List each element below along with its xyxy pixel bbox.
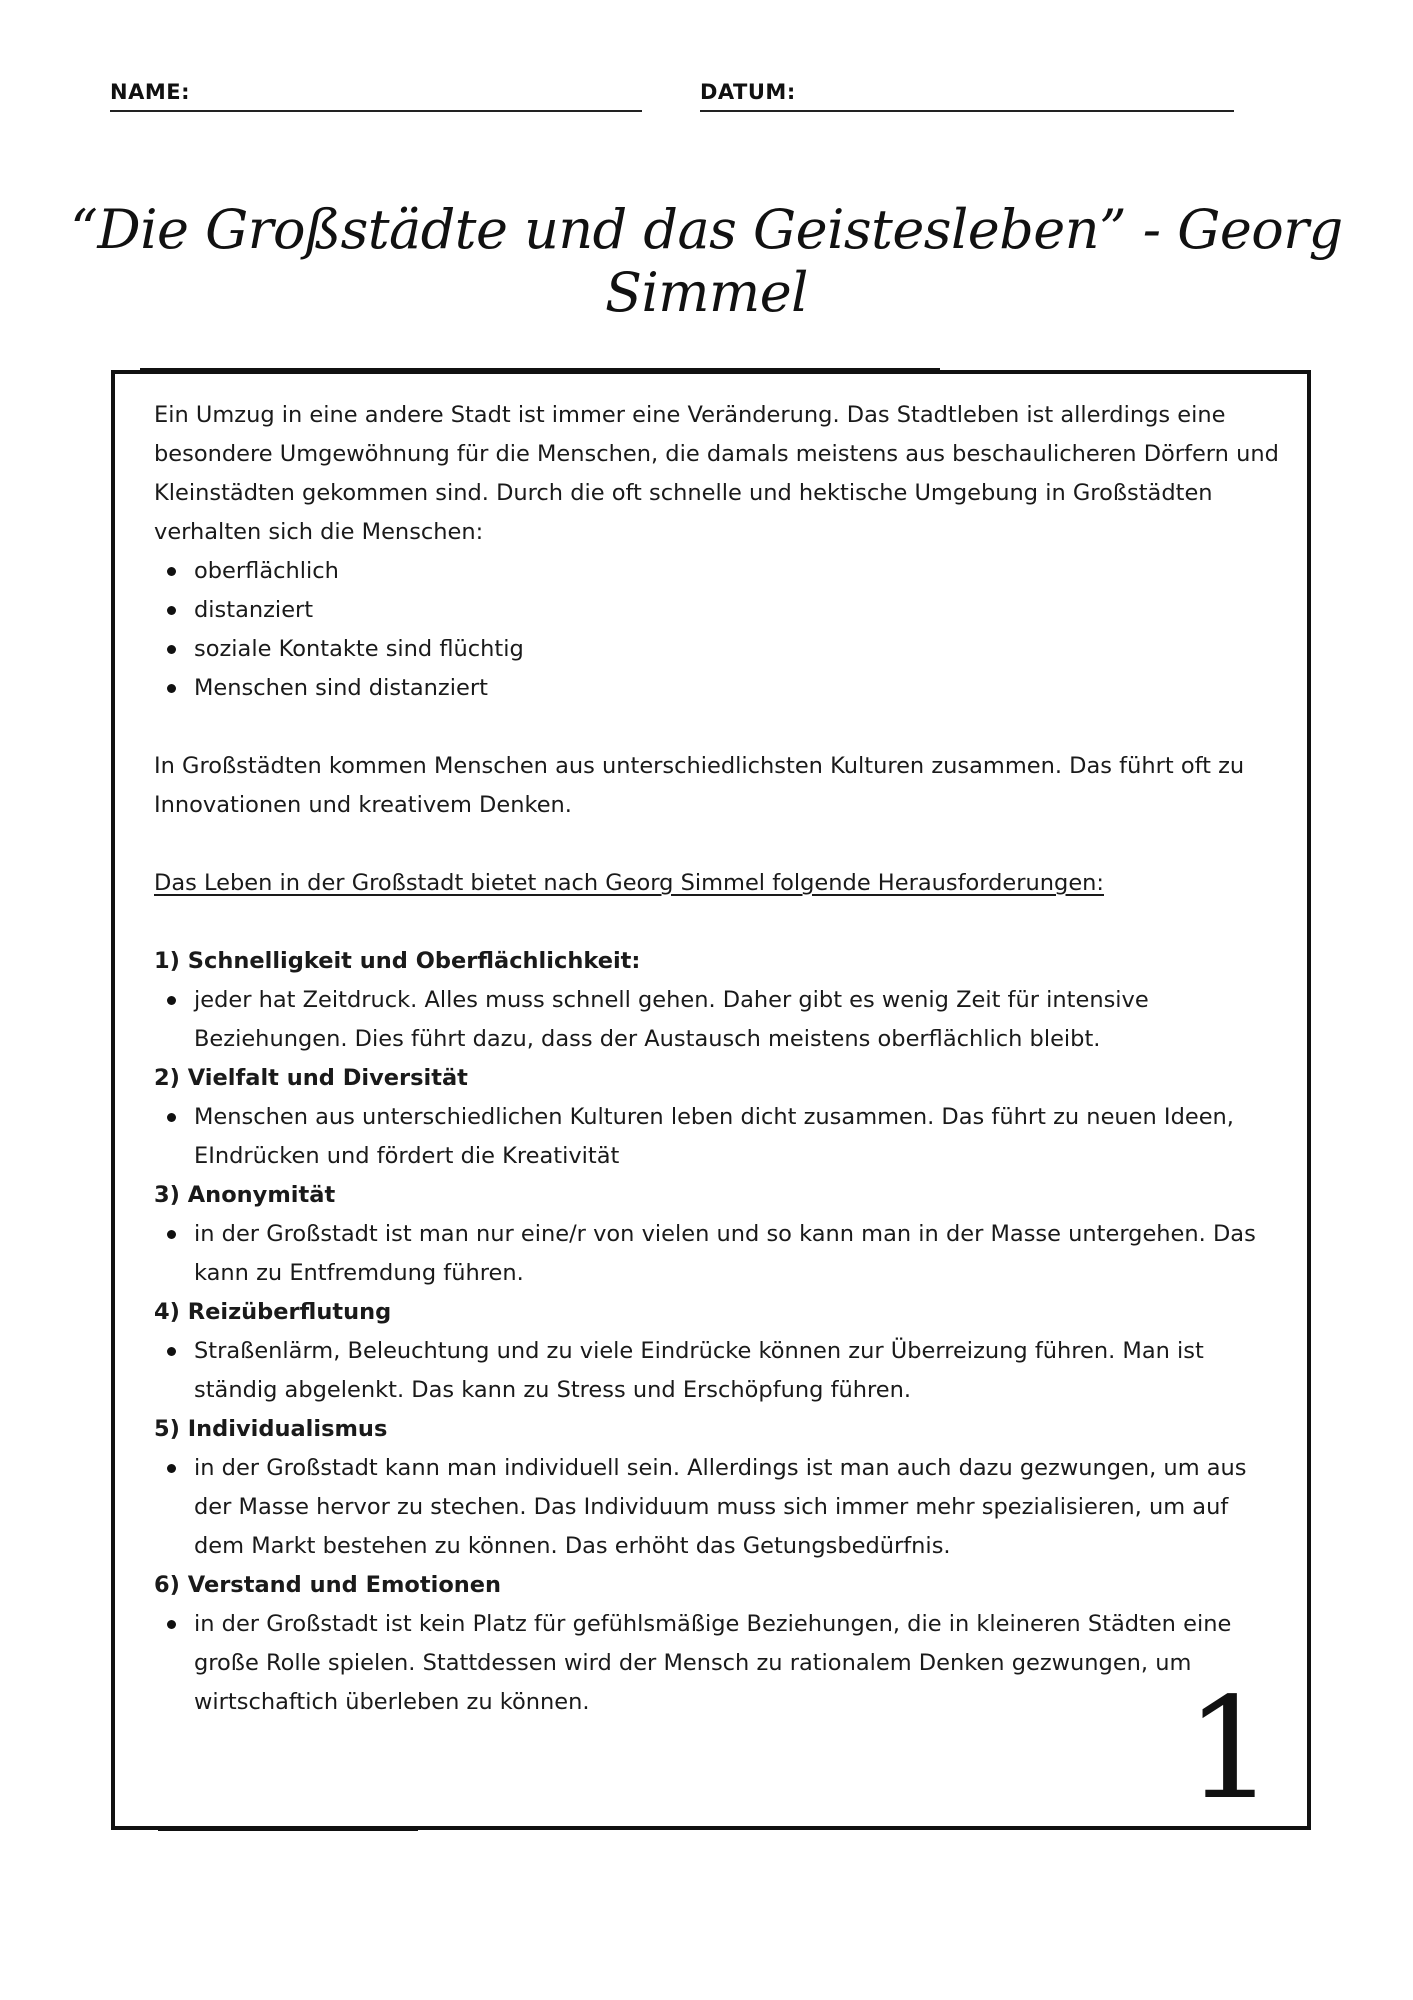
section-title: 5) Individualismus bbox=[154, 1416, 388, 1442]
frame-sketch-line-top bbox=[140, 368, 940, 373]
section-bullet-list bbox=[154, 1098, 1284, 1176]
list-item: Straßenlärm, Beleuchtung und zu viele Eindrücke können zur Überreizung führen. Man ist ständig abgelenkt. Das kann zu Stress und Erschöpfung führen. bbox=[194, 1332, 1284, 1410]
name-label: NAME: bbox=[110, 80, 190, 104]
name-field[interactable] bbox=[110, 80, 642, 116]
list-item: oberflächlich bbox=[194, 552, 1284, 591]
intro-bullet-list bbox=[154, 552, 1284, 708]
name-line bbox=[110, 110, 642, 112]
section-title: 6) Verstand und Emotionen bbox=[154, 1572, 502, 1598]
list-item: soziale Kontakte sind flüchtig bbox=[194, 630, 1284, 669]
section-bullet-list bbox=[154, 1332, 1284, 1410]
challenges-heading: Das Leben in der Großstadt bietet nach Georg Simmel folgende Herausforderungen: bbox=[154, 870, 1104, 896]
section-title: 4) Reizüberflutung bbox=[154, 1299, 392, 1325]
section-title: 3) Anonymität bbox=[154, 1182, 336, 1208]
list-item: distanziert bbox=[194, 591, 1284, 630]
intro-paragraph: Ein Umzug in eine andere Stadt ist immer eine Veränderung. Das Stadtleben ist allerdings eine besondere Umgewöhnung für die Menschen, die damals meistens aus beschaulicheren Dörfern und Kleinstädten gekommen sind. Durch die oft schnelle und hektische Umgebung in Großstädten verhalten sich die Menschen: bbox=[154, 402, 1279, 545]
date-label: DATUM: bbox=[700, 80, 796, 104]
list-item: in der Großstadt kann man individuell sein. Allerdings ist man auch dazu gezwungen, um aus der Masse hervor zu stechen. Das Individuum muss sich immer mehr spezialisieren, um auf dem Markt bestehen zu können. Das erhöht das Getungsbedürfnis. bbox=[194, 1449, 1284, 1566]
list-item: in der Großstadt ist kein Platz für gefühlsmäßige Beziehungen, die in kleineren Städten eine große Rolle spielen. Stattdessen wird der Mensch zu rationalem Denken gezwungen, um wirtschaftich überleben zu können. bbox=[194, 1605, 1284, 1722]
date-field[interactable] bbox=[700, 80, 1234, 116]
worksheet-content bbox=[154, 396, 1284, 1722]
section-bullet-list bbox=[154, 981, 1284, 1059]
section-bullet-list bbox=[154, 1605, 1284, 1722]
list-item: Menschen aus unterschiedlichen Kulturen leben dicht zusammen. Das führt zu neuen Ideen, EIndrücken und fördert die Kreativität bbox=[194, 1098, 1284, 1176]
culture-paragraph: In Großstädten kommen Menschen aus unterschiedlichsten Kulturen zusammen. Das führt oft zu Innovationen und kreativem Denken. bbox=[154, 753, 1245, 818]
section-bullet-list bbox=[154, 1215, 1284, 1293]
page-title: “Die Großstädte und das Geistesleben” - Georg Simmel bbox=[70, 198, 1343, 324]
section-title: 2) Vielfalt und Diversität bbox=[154, 1065, 468, 1091]
date-line bbox=[700, 110, 1234, 112]
section-bullet-list bbox=[154, 1449, 1284, 1566]
frame-sketch-line-bottom bbox=[158, 1829, 418, 1834]
page-number: 1 bbox=[1185, 1668, 1275, 1831]
list-item: jeder hat Zeitdruck. Alles muss schnell gehen. Daher gibt es wenig Zeit für intensive Beziehungen. Dies führt dazu, dass der Austausch meistens oberflächlich bleibt. bbox=[194, 981, 1284, 1059]
section-title: 1) Schnelligkeit und Oberflächlichkeit: bbox=[154, 948, 641, 974]
list-item: in der Großstadt ist man nur eine/r von vielen und so kann man in der Masse untergehen. Das kann zu Entfremdung führen. bbox=[194, 1215, 1284, 1293]
list-item: Menschen sind distanziert bbox=[194, 669, 1284, 708]
